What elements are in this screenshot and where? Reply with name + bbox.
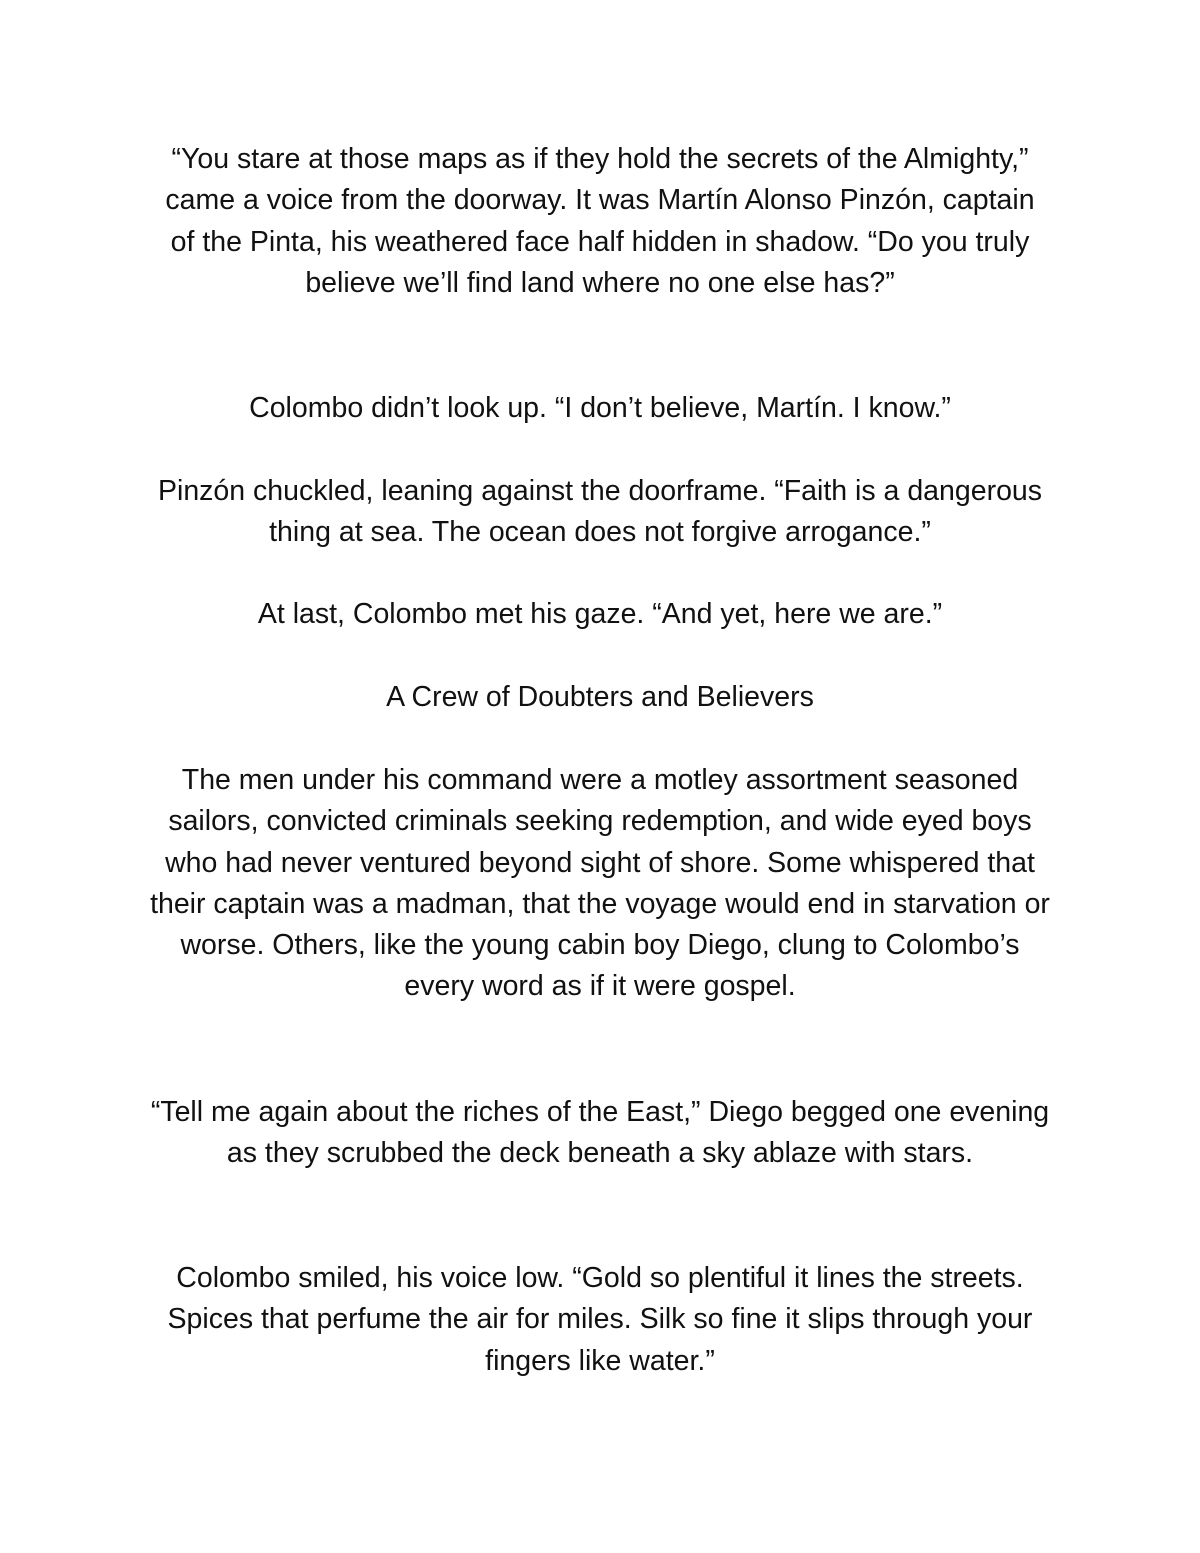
paragraph-colombo-reply: Colombo didn’t look up. “I don’t believe, Martín. I know.” — [249, 392, 951, 424]
paragraph-colombo-gaze: At last, Colombo met his gaze. “And yet, here we are.” — [257, 598, 943, 630]
paragraph-crew-description: The men under his command were a motley assortment seasoned sailors, convicted criminals seeking redemption, and wide eyed boys who had never ventured beyond sight of shore. Some whispered that their captain was a madman, that the voyage would end in starvation or worse. Others, like the young cabin boy Diego, clung to Colombo’s every word as if it were gospel. — [150, 764, 1050, 1003]
paragraph-pinzon-chuckle: Pinzón chuckled, leaning against the doorframe. “Faith is a dangerous thing at sea. The ocean does not forgive arrogance.” — [157, 475, 1043, 549]
section-heading: A Crew of Doubters and Believers — [386, 681, 814, 713]
paragraph-diego-request: “Tell me again about the riches of the East,” Diego begged one evening as they scrubbed the deck beneath a sky ablaze with stars. — [150, 1096, 1050, 1170]
paragraph-pinzon-question: “You stare at those maps as if they hold the secrets of the Almighty,” came a voice from the doorway. It was Martín Alonso Pinzón, captain of the Pinta, his weathered face half hidden in shadow. “Do you truly believe we’ll find land where no one else has?” — [165, 143, 1035, 299]
paragraph-colombo-riches: Colombo smiled, his voice low. “Gold so plentiful it lines the streets. Spices that perfume the air for miles. Silk so fine it slips through your fingers like water.” — [167, 1262, 1033, 1377]
